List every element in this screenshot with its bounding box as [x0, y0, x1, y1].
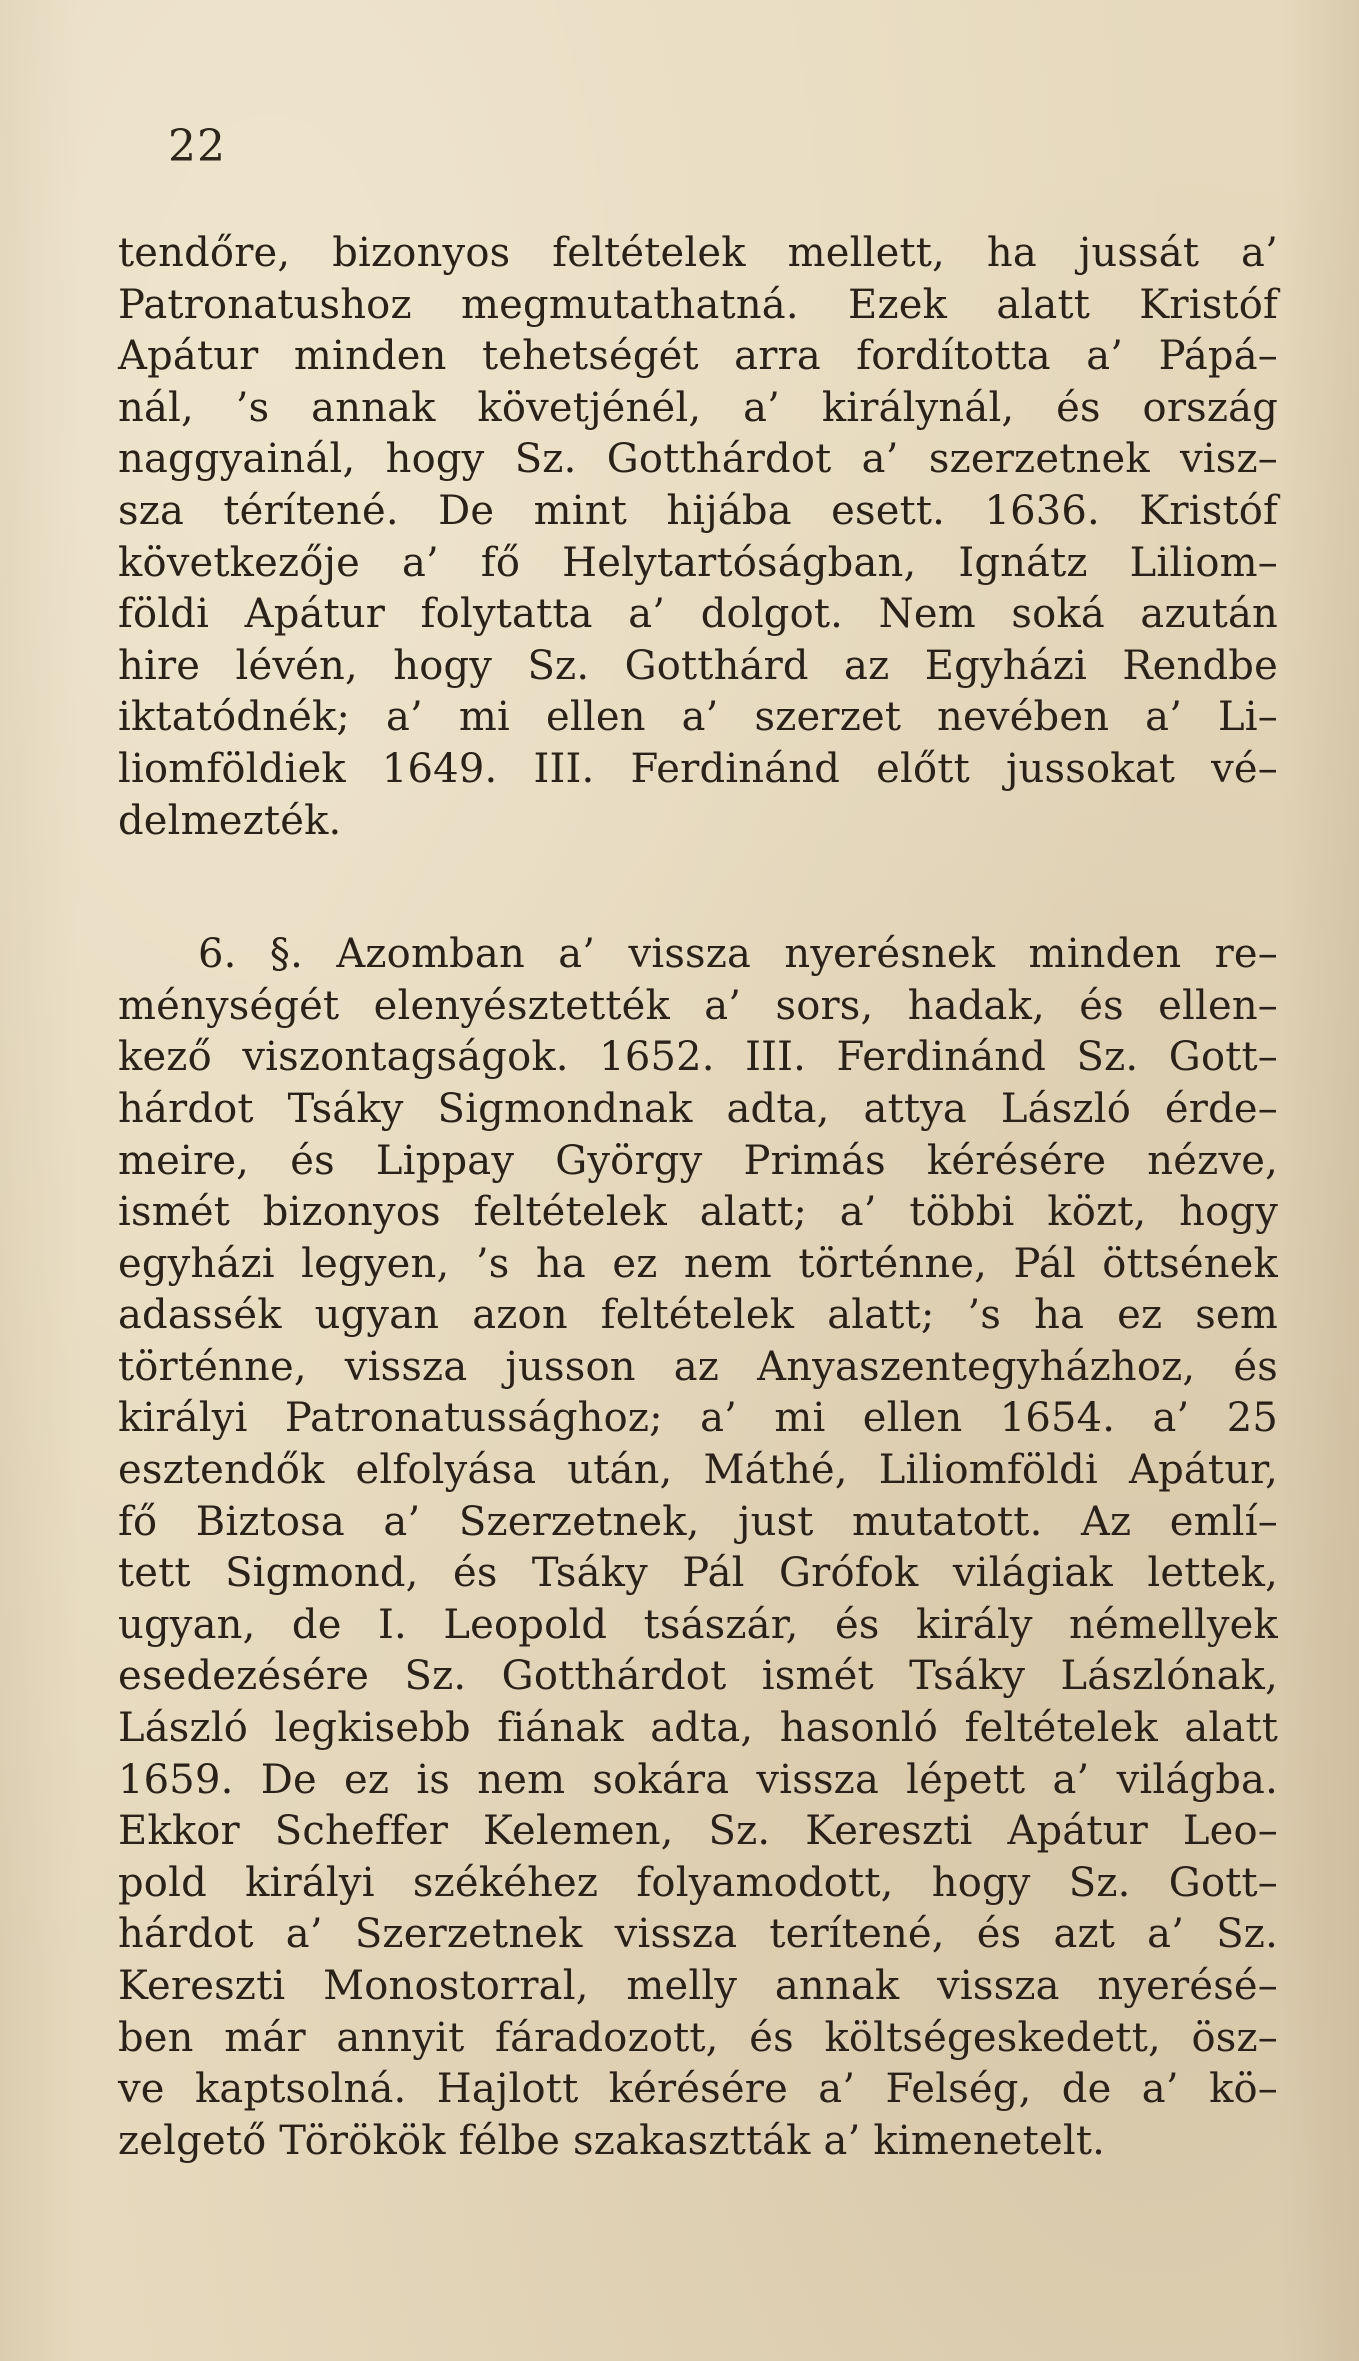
- text-line: naggyainál, hogy Sz. Gotthárdot a’ szerzetnek visz–: [118, 436, 1278, 483]
- text-line: László legkisebb fiának adta, hasonló feltételek alatt: [118, 1705, 1278, 1752]
- page-number: 22: [168, 121, 226, 172]
- text-line: földi Apátur folytatta a’ dolgot. Nem soká azután: [118, 591, 1278, 638]
- section-heading-line: 6. §. Azomban a’ vissza nyerésnek minden re–: [198, 931, 1278, 978]
- text-line: ménységét elenyésztették a’ sors, hadak, és ellen–: [118, 982, 1278, 1029]
- text-line: ugyan, de I. Leopold tsászár, és király némellyek: [118, 1601, 1278, 1648]
- text-line: nál, ’s annak követjénél, a’ királynál, és ország: [118, 384, 1278, 431]
- text-line: iktatódnék; a’ mi ellen a’ szerzet nevében a’ Li–: [118, 694, 1278, 741]
- text-line: meire, és Lippay György Primás kérésére nézve,: [118, 1137, 1278, 1184]
- text-line: hire lévén, hogy Sz. Gotthárd az Egyházi Rendbe: [118, 642, 1278, 689]
- text-line: Patronatushoz megmutathatná. Ezek alatt Kristóf: [118, 281, 1278, 328]
- text-line: zelgető Törökök félbe szakasztták a’ kimenetelt.: [118, 2117, 1106, 2164]
- text-line: fő Biztosa a’ Szerzetnek, just mutatott. Az emlí–: [118, 1498, 1278, 1545]
- text-line: történne, vissza jusson az Anyaszentegyházhoz, és: [118, 1343, 1278, 1390]
- text-line: esedezésére Sz. Gotthárdot ismét Tsáky Lászlónak,: [118, 1653, 1278, 1700]
- text-line: Kereszti Monostorral, melly annak vissza nyerésé–: [118, 1963, 1278, 2009]
- paragraph-gap: [118, 847, 1278, 929]
- text-line: Apátur minden tehetségét arra fordította a’ Pápá–: [118, 333, 1278, 380]
- text-line: adassék ugyan azon feltételek alatt; ’s ha ez sem: [118, 1292, 1278, 1339]
- text-line: királyi Patronatussághoz; a’ mi ellen 1654. a’ 25: [118, 1395, 1278, 1442]
- text-line: ve kaptsolná. Hajlott kérésére a’ Felség, de a’ kö–: [118, 2066, 1278, 2113]
- text-line: pold királyi székéhez folyamodott, hogy Sz. Gott–: [118, 1859, 1278, 1906]
- text-line: esztendők elfolyása után, Máthé, Liliomföldi Apátur,: [118, 1447, 1278, 1494]
- text-line: hárdot a’ Szerzetnek vissza terítené, és azt a’ Sz.: [118, 1911, 1278, 1958]
- text-line: tendőre, bizonyos feltételek mellett, ha jussát a’: [118, 230, 1278, 276]
- text-line: liomföldiek 1649. III. Ferdinánd előtt jussokat vé–: [118, 745, 1278, 792]
- paragraph-2: [118, 929, 1278, 2167]
- text-line: 1659. De ez is nem sokára vissza lépett a’ világba.: [118, 1756, 1278, 1803]
- text-line: ismét bizonyos feltételek alatt; a’ többi közt, hogy: [118, 1189, 1278, 1236]
- text-line: sza térítené. De mint hijába esett. 1636. Kristóf: [118, 487, 1278, 534]
- paragraph-1: [118, 228, 1278, 847]
- text-line: egyházi legyen, ’s ha ez nem történne, Pál öttsének: [118, 1240, 1278, 1287]
- text-line: hárdot Tsáky Sigmondnak adta, attya László érde–: [118, 1085, 1278, 1132]
- text-line: tett Sigmond, és Tsáky Pál Grófok világiak lettek,: [118, 1550, 1278, 1597]
- text-line: következője a’ fő Helytartóságban, Ignátz Liliom–: [118, 539, 1278, 586]
- body-text: [118, 228, 1278, 2167]
- text-line: Ekkor Scheffer Kelemen, Sz. Kereszti Apátur Leo–: [118, 1808, 1278, 1855]
- text-line: kező viszontagságok. 1652. III. Ferdinánd Sz. Gott–: [118, 1034, 1278, 1081]
- text-line: ben már annyit fáradozott, és költségeskedett, ösz–: [118, 2014, 1278, 2061]
- text-line: delmezték.: [118, 797, 342, 844]
